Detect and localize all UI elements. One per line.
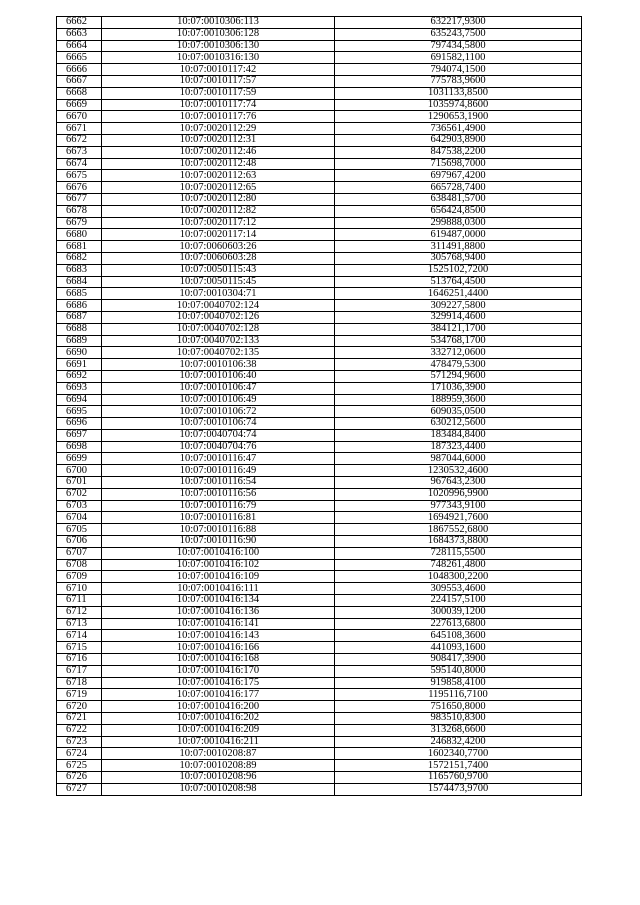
cadastral-number-cell: 10:07:0010117:76 [102, 111, 335, 123]
table-row [57, 689, 582, 701]
cadastral-number-cell: 10:07:0010116:79 [102, 500, 335, 512]
value-cell: 1230532,4600 [335, 465, 582, 477]
row-number-cell: 6698 [57, 441, 102, 453]
cadastral-number-cell: 10:07:0010116:49 [102, 465, 335, 477]
table-row [57, 134, 582, 146]
cadastral-number-cell: 10:07:0020112:65 [102, 182, 335, 194]
cadastral-number-cell: 10:07:0020112:29 [102, 123, 335, 135]
table-row [57, 382, 582, 394]
cadastral-number-cell: 10:07:0010416:109 [102, 571, 335, 583]
value-cell: 478479,5300 [335, 359, 582, 371]
cadastral-number-cell: 10:07:0010116:90 [102, 536, 335, 548]
cadastral-number-cell: 10:07:0010416:134 [102, 595, 335, 607]
row-number-cell: 6717 [57, 665, 102, 677]
value-cell: 311491,8800 [335, 241, 582, 253]
row-number-cell: 6689 [57, 335, 102, 347]
value-cell: 246832,4200 [335, 736, 582, 748]
value-cell: 1602340,7700 [335, 748, 582, 760]
table-row [57, 75, 582, 87]
row-number-cell: 6696 [57, 418, 102, 430]
table-body [57, 17, 582, 796]
value-cell: 635243,7500 [335, 28, 582, 40]
value-cell: 571294,9600 [335, 370, 582, 382]
cadastral-number-cell: 10:07:0020112:63 [102, 170, 335, 182]
cadastral-number-cell: 10:07:0040702:128 [102, 323, 335, 335]
cadastral-number-cell: 10:07:0010116:88 [102, 524, 335, 536]
table-row [57, 465, 582, 477]
table-row [57, 406, 582, 418]
row-number-cell: 6666 [57, 64, 102, 76]
table-row [57, 500, 582, 512]
row-number-cell: 6682 [57, 252, 102, 264]
cadastral-number-cell: 10:07:0010208:89 [102, 760, 335, 772]
value-cell: 1290653,1900 [335, 111, 582, 123]
value-cell: 300039,1200 [335, 606, 582, 618]
cadastral-number-cell: 10:07:0010306:130 [102, 40, 335, 52]
table-row [57, 40, 582, 52]
table-row [57, 288, 582, 300]
cadastral-number-cell: 10:07:0010416:166 [102, 642, 335, 654]
cadastral-number-cell: 10:07:0010416:143 [102, 630, 335, 642]
table-row [57, 170, 582, 182]
value-cell: 513764,4500 [335, 276, 582, 288]
cadastral-number-cell: 10:07:0010208:96 [102, 772, 335, 784]
table-row [57, 146, 582, 158]
value-cell: 534768,1700 [335, 335, 582, 347]
cadastral-number-cell: 10:07:0010106:38 [102, 359, 335, 371]
cadastral-number-cell: 10:07:0010106:72 [102, 406, 335, 418]
value-cell: 987044,6000 [335, 453, 582, 465]
table-row [57, 28, 582, 40]
cadastral-number-cell: 10:07:0010208:87 [102, 748, 335, 760]
value-cell: 1165760,9700 [335, 772, 582, 784]
cadastral-number-cell: 10:07:0010116:47 [102, 453, 335, 465]
row-number-cell: 6708 [57, 559, 102, 571]
value-cell: 919858,4100 [335, 677, 582, 689]
value-cell: 967643,2300 [335, 477, 582, 489]
cadastral-number-cell: 10:07:0010116:81 [102, 512, 335, 524]
row-number-cell: 6726 [57, 772, 102, 784]
row-number-cell: 6702 [57, 488, 102, 500]
value-cell: 908417,3900 [335, 654, 582, 666]
row-number-cell: 6677 [57, 193, 102, 205]
row-number-cell: 6681 [57, 241, 102, 253]
table-row [57, 52, 582, 64]
table-row [57, 654, 582, 666]
table-row [57, 772, 582, 784]
table-row [57, 205, 582, 217]
value-cell: 384121,1700 [335, 323, 582, 335]
value-cell: 1048300,2200 [335, 571, 582, 583]
table-row [57, 724, 582, 736]
table-row [57, 512, 582, 524]
cadastral-number-cell: 10:07:0010416:170 [102, 665, 335, 677]
row-number-cell: 6697 [57, 429, 102, 441]
row-number-cell: 6684 [57, 276, 102, 288]
cadastral-number-cell: 10:07:0010416:211 [102, 736, 335, 748]
table-row [57, 276, 582, 288]
row-number-cell: 6695 [57, 406, 102, 418]
value-cell: 794074,1500 [335, 64, 582, 76]
table-row [57, 158, 582, 170]
table-row [57, 701, 582, 713]
value-cell: 227613,6800 [335, 618, 582, 630]
cadastral-number-cell: 10:07:0010106:40 [102, 370, 335, 382]
row-number-cell: 6723 [57, 736, 102, 748]
value-cell: 188959,3600 [335, 394, 582, 406]
row-number-cell: 6722 [57, 724, 102, 736]
row-number-cell: 6709 [57, 571, 102, 583]
cadastral-number-cell: 10:07:0010117:57 [102, 75, 335, 87]
value-cell: 1684373,8800 [335, 536, 582, 548]
value-cell: 977343,9100 [335, 500, 582, 512]
row-number-cell: 6692 [57, 370, 102, 382]
value-cell: 1646251,4400 [335, 288, 582, 300]
table-row [57, 418, 582, 430]
cadastral-number-cell: 10:07:0010106:47 [102, 382, 335, 394]
row-number-cell: 6719 [57, 689, 102, 701]
cadastral-number-cell: 10:07:0040702:135 [102, 347, 335, 359]
row-number-cell: 6686 [57, 300, 102, 312]
table-row [57, 394, 582, 406]
row-number-cell: 6674 [57, 158, 102, 170]
table-row [57, 111, 582, 123]
cadastral-number-cell: 10:07:0050115:45 [102, 276, 335, 288]
cadastral-number-cell: 10:07:0010416:209 [102, 724, 335, 736]
table-row [57, 665, 582, 677]
table-row [57, 335, 582, 347]
cadastral-number-cell: 10:07:0010117:74 [102, 99, 335, 111]
value-cell: 847538,2200 [335, 146, 582, 158]
value-cell: 609035,0500 [335, 406, 582, 418]
row-number-cell: 6670 [57, 111, 102, 123]
cadastral-number-cell: 10:07:0020112:31 [102, 134, 335, 146]
row-number-cell: 6690 [57, 347, 102, 359]
row-number-cell: 6714 [57, 630, 102, 642]
value-cell: 171036,3900 [335, 382, 582, 394]
cadastral-number-cell: 10:07:0010416:141 [102, 618, 335, 630]
row-number-cell: 6694 [57, 394, 102, 406]
cadastral-number-cell: 10:07:0010306:128 [102, 28, 335, 40]
value-cell: 595140,8000 [335, 665, 582, 677]
row-number-cell: 6727 [57, 783, 102, 795]
row-number-cell: 6676 [57, 182, 102, 194]
cadastral-number-cell: 10:07:0020112:82 [102, 205, 335, 217]
value-cell: 309227,5800 [335, 300, 582, 312]
value-cell: 665728,7400 [335, 182, 582, 194]
table-row [57, 630, 582, 642]
row-number-cell: 6693 [57, 382, 102, 394]
table-row [57, 64, 582, 76]
table-row [57, 748, 582, 760]
row-number-cell: 6667 [57, 75, 102, 87]
cadastral-number-cell: 10:07:0010208:98 [102, 783, 335, 795]
table-row [57, 241, 582, 253]
table-row [57, 99, 582, 111]
value-cell: 1574473,9700 [335, 783, 582, 795]
row-number-cell: 6672 [57, 134, 102, 146]
table-row [57, 311, 582, 323]
table-row [57, 87, 582, 99]
row-number-cell: 6699 [57, 453, 102, 465]
cadastral-number-cell: 10:07:0020112:80 [102, 193, 335, 205]
table-row [57, 370, 582, 382]
table-row [57, 193, 582, 205]
row-number-cell: 6711 [57, 595, 102, 607]
row-number-cell: 6675 [57, 170, 102, 182]
row-number-cell: 6685 [57, 288, 102, 300]
row-number-cell: 6725 [57, 760, 102, 772]
table-row [57, 524, 582, 536]
cadastral-number-cell: 10:07:0010416:175 [102, 677, 335, 689]
row-number-cell: 6679 [57, 217, 102, 229]
value-cell: 1035974,8600 [335, 99, 582, 111]
value-cell: 656424,8500 [335, 205, 582, 217]
value-cell: 309553,4600 [335, 583, 582, 595]
row-number-cell: 6671 [57, 123, 102, 135]
row-number-cell: 6662 [57, 17, 102, 29]
row-number-cell: 6712 [57, 606, 102, 618]
table-row [57, 300, 582, 312]
table-row [57, 17, 582, 29]
cadastral-number-cell: 10:07:0010416:168 [102, 654, 335, 666]
row-number-cell: 6687 [57, 311, 102, 323]
cadastral-number-cell: 10:07:0010116:54 [102, 477, 335, 489]
table-row [57, 618, 582, 630]
value-cell: 642903,8900 [335, 134, 582, 146]
value-cell: 329914,4600 [335, 311, 582, 323]
row-number-cell: 6721 [57, 713, 102, 725]
cadastral-number-cell: 10:07:0040702:126 [102, 311, 335, 323]
value-cell: 775783,9600 [335, 75, 582, 87]
cadastral-number-cell: 10:07:0040704:74 [102, 429, 335, 441]
value-cell: 630212,5600 [335, 418, 582, 430]
table-row [57, 736, 582, 748]
row-number-cell: 6718 [57, 677, 102, 689]
table-row [57, 429, 582, 441]
table-row [57, 583, 582, 595]
table-row [57, 713, 582, 725]
row-number-cell: 6724 [57, 748, 102, 760]
table-row [57, 477, 582, 489]
cadastral-number-cell: 10:07:0040704:76 [102, 441, 335, 453]
value-cell: 697967,4200 [335, 170, 582, 182]
cadastral-number-cell: 10:07:0010416:102 [102, 559, 335, 571]
cadastral-number-cell: 10:07:0010304:71 [102, 288, 335, 300]
value-cell: 619487,0000 [335, 229, 582, 241]
row-number-cell: 6710 [57, 583, 102, 595]
value-cell: 691582,1100 [335, 52, 582, 64]
row-number-cell: 6665 [57, 52, 102, 64]
table-row [57, 323, 582, 335]
cadastral-number-cell: 10:07:0010117:42 [102, 64, 335, 76]
table-row [57, 536, 582, 548]
value-cell: 183484,8400 [335, 429, 582, 441]
table-row [57, 347, 582, 359]
value-cell: 632217,9300 [335, 17, 582, 29]
cadastral-number-cell: 10:07:0040702:133 [102, 335, 335, 347]
value-cell: 299888,0300 [335, 217, 582, 229]
table-row [57, 264, 582, 276]
table-row [57, 547, 582, 559]
table-row [57, 559, 582, 571]
cadastral-number-cell: 10:07:0010416:177 [102, 689, 335, 701]
table-row [57, 453, 582, 465]
row-number-cell: 6703 [57, 500, 102, 512]
row-number-cell: 6668 [57, 87, 102, 99]
value-cell: 983510,8300 [335, 713, 582, 725]
value-cell: 715698,7000 [335, 158, 582, 170]
cadastral-number-cell: 10:07:0010416:200 [102, 701, 335, 713]
table-row [57, 783, 582, 795]
cadastral-number-cell: 10:07:0020117:14 [102, 229, 335, 241]
row-number-cell: 6713 [57, 618, 102, 630]
table-row [57, 606, 582, 618]
value-cell: 751650,8000 [335, 701, 582, 713]
value-cell: 736561,4900 [335, 123, 582, 135]
table-row [57, 182, 582, 194]
row-number-cell: 6700 [57, 465, 102, 477]
row-number-cell: 6704 [57, 512, 102, 524]
row-number-cell: 6720 [57, 701, 102, 713]
value-cell: 645108,3600 [335, 630, 582, 642]
table-row [57, 229, 582, 241]
cadastral-number-cell: 10:07:0060603:28 [102, 252, 335, 264]
row-number-cell: 6705 [57, 524, 102, 536]
value-cell: 1031133,8500 [335, 87, 582, 99]
row-number-cell: 6716 [57, 654, 102, 666]
value-cell: 441093,1600 [335, 642, 582, 654]
table-row [57, 217, 582, 229]
cadastral-number-cell: 10:07:0010117:59 [102, 87, 335, 99]
cadastral-number-cell: 10:07:0010416:111 [102, 583, 335, 595]
table-row [57, 123, 582, 135]
cadastral-number-cell: 10:07:0010416:100 [102, 547, 335, 559]
cadastral-number-cell: 10:07:0010116:56 [102, 488, 335, 500]
value-cell: 187323,4400 [335, 441, 582, 453]
row-number-cell: 6715 [57, 642, 102, 654]
row-number-cell: 6691 [57, 359, 102, 371]
cadastral-number-cell: 10:07:0010416:136 [102, 606, 335, 618]
value-cell: 313268,6600 [335, 724, 582, 736]
value-cell: 1525102,7200 [335, 264, 582, 276]
row-number-cell: 6673 [57, 146, 102, 158]
row-number-cell: 6663 [57, 28, 102, 40]
cadastral-number-cell: 10:07:0020117:12 [102, 217, 335, 229]
cadastral-number-cell: 10:07:0010106:74 [102, 418, 335, 430]
row-number-cell: 6669 [57, 99, 102, 111]
row-number-cell: 6683 [57, 264, 102, 276]
table-row [57, 760, 582, 772]
row-number-cell: 6680 [57, 229, 102, 241]
value-cell: 728115,5500 [335, 547, 582, 559]
row-number-cell: 6678 [57, 205, 102, 217]
value-cell: 797434,5800 [335, 40, 582, 52]
table-row [57, 441, 582, 453]
row-number-cell: 6707 [57, 547, 102, 559]
value-cell: 1867552,6800 [335, 524, 582, 536]
table-row [57, 359, 582, 371]
cadastral-number-cell: 10:07:0060603:26 [102, 241, 335, 253]
value-cell: 1195116,7100 [335, 689, 582, 701]
row-number-cell: 6688 [57, 323, 102, 335]
table-row [57, 571, 582, 583]
value-cell: 638481,5700 [335, 193, 582, 205]
value-cell: 1572151,7400 [335, 760, 582, 772]
value-cell: 1694921,7600 [335, 512, 582, 524]
table-row [57, 252, 582, 264]
value-cell: 224157,5100 [335, 595, 582, 607]
cadastral-number-cell: 10:07:0040702:124 [102, 300, 335, 312]
value-cell: 305768,9400 [335, 252, 582, 264]
cadastral-number-cell: 10:07:0010316:130 [102, 52, 335, 64]
table-row [57, 677, 582, 689]
data-table [56, 16, 582, 796]
value-cell: 1020996,9900 [335, 488, 582, 500]
cadastral-number-cell: 10:07:0050115:43 [102, 264, 335, 276]
table-row [57, 488, 582, 500]
cadastral-number-cell: 10:07:0010416:202 [102, 713, 335, 725]
table-row [57, 595, 582, 607]
cadastral-number-cell: 10:07:0020112:48 [102, 158, 335, 170]
value-cell: 332712,0600 [335, 347, 582, 359]
value-cell: 748261,4800 [335, 559, 582, 571]
row-number-cell: 6706 [57, 536, 102, 548]
cadastral-number-cell: 10:07:0010306:113 [102, 17, 335, 29]
row-number-cell: 6664 [57, 40, 102, 52]
cadastral-number-cell: 10:07:0020112:46 [102, 146, 335, 158]
row-number-cell: 6701 [57, 477, 102, 489]
cadastral-number-cell: 10:07:0010106:49 [102, 394, 335, 406]
table-row [57, 642, 582, 654]
